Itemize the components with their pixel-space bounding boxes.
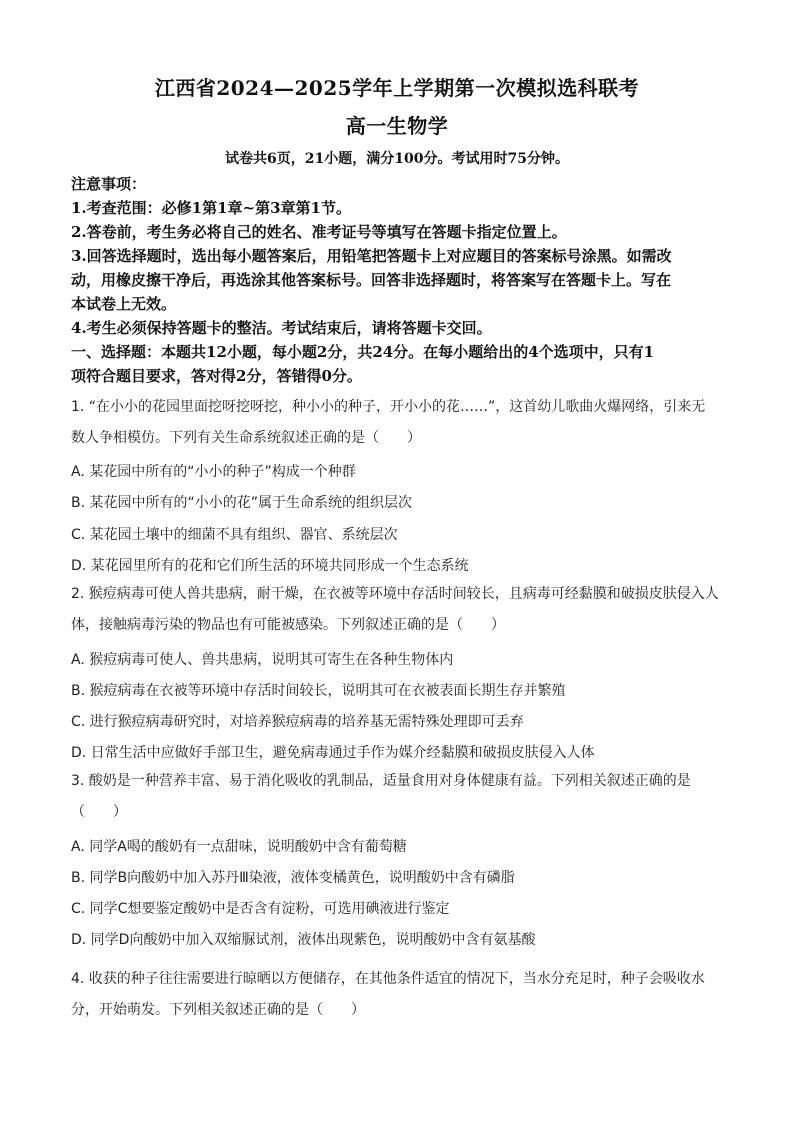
question-2-option-d: D. 日常生活中应做好手部卫生，避免病毒通过手作为媒介经黏膜和破损皮肤侵入人体 (71, 745, 595, 761)
question-3-option-a: A. 同学A喝的酸奶有一点甜味，说明酸奶中含有葡萄糖 (71, 839, 407, 855)
question-1-option-a: A. 某花园中所有的“小小的种子”构成一个种群 (71, 464, 356, 480)
question-1-option-c: C. 某花园土壤中的细菌不具有组织、器官、系统层次 (71, 527, 398, 543)
question-3-line-2: （ ） (71, 804, 127, 820)
notice-item-1: 1.考查范围：必修1第1章~第3章第1节。 (71, 199, 351, 217)
question-1-option-d: D. 某花园里所有的花和它们所生活的环境共同形成一个生态系统 (71, 558, 469, 574)
notice-item-3-end: 本试卷上无效。 (71, 295, 177, 313)
question-3-option-d: D. 同学D向酸奶中加入双缩脲试剂，液体出现紫色，说明酸奶中含有氨基酸 (71, 932, 536, 948)
question-1-line-1: 1. “在小小的花园里面挖呀挖呀挖，种小小的种子，开小小的花……”，这首幼儿歌曲火爆网络，引来无 (71, 399, 706, 415)
question-3-line-1: 3. 酸奶是一种营养丰富、易于消化吸收的乳制品，适量食用对身体健康有益。下列相关叙述正确的是 (71, 773, 691, 789)
question-2-option-c: C. 进行猴痘病毒研究时，对培养猴痘病毒的培养基无需特殊处理即可丢弃 (71, 714, 524, 730)
notice-item-3-cont: 动，用橡皮擦干净后，再选涂其他答案标号。回答非选择题时，将答案写在答题卡上。写在 (71, 271, 672, 289)
section-heading: 一、选择题：本题共12小题，每小题2分，共24分。在每小题给出的4个选项中，只有1 (71, 343, 655, 361)
notice-item-4: 4.考生必须保持答题卡的整洁。考试结束后，请将答题卡交回。 (71, 319, 492, 337)
notice-block (71, 172, 731, 388)
question-4-line-1: 4. 收获的种子往往需要进行晾晒以方便储存，在其他条件适宜的情况下，当水分充足时，种子会吸收水 (71, 971, 705, 987)
notice-item-3: 3.回答选择题时，选出每小题答案后，用铅笔把答题卡上对应题目的答案标号涂黑。如需改 (71, 247, 672, 265)
question-3-stem (71, 766, 731, 828)
exam-info: 试卷共6页，21小题，满分100分。考试用时75分钟。 (225, 151, 569, 167)
question-2-option-a: A. 猴痘病毒可使人、兽共患病，说明其可寄生在各种生物体内 (71, 652, 454, 668)
question-4-stem (71, 964, 731, 1026)
notice-item-2: 2.答卷前，考生务必将自己的姓名、准考证号等填写在答题卡指定位置上。 (71, 223, 567, 241)
notice-heading: 注意事项： (71, 175, 147, 193)
question-3-option-b: B. 同学B向酸奶中加入苏丹Ⅲ染液，液体变橘黄色，说明酸奶中含有磷脂 (71, 870, 515, 886)
question-1-line-2: 数人争相模仿。下列有关生命系统叙述正确的是（ ） (71, 430, 421, 446)
exam-title: 江西省2024—2025学年上学期第一次模拟选科联考 (154, 76, 640, 100)
question-2-stem (71, 579, 731, 641)
question-2-option-b: B. 猴痘病毒在衣被等环境中存活时间较长，说明其可在衣被表面长期生存并繁殖 (71, 683, 566, 699)
question-4-line-2: 分，开始萌发。下列相关叙述正确的是（ ） (71, 1002, 365, 1018)
question-3-option-c: C. 同学C想要鉴定酸奶中是否含有淀粉，可选用碘液进行鉴定 (71, 901, 450, 917)
exam-subject: 高一生物学 (345, 114, 449, 138)
question-2-line-2: 体，接触病毒污染的物品也有可能被感染。下列叙述正确的是（ ） (71, 617, 505, 633)
question-2-line-1: 2. 猴痘病毒可使人兽共患病，耐干燥，在衣被等环境中存活时间较长，且病毒可经黏膜和破损皮肤侵入人 (71, 586, 719, 602)
question-1-option-b: B. 某花园中所有的“小小的花”属于生命系统的组织层次 (71, 495, 413, 511)
section-heading-cont: 项符合题目要求，答对得2分，答错得0分。 (71, 367, 362, 385)
question-1-stem (71, 392, 731, 454)
